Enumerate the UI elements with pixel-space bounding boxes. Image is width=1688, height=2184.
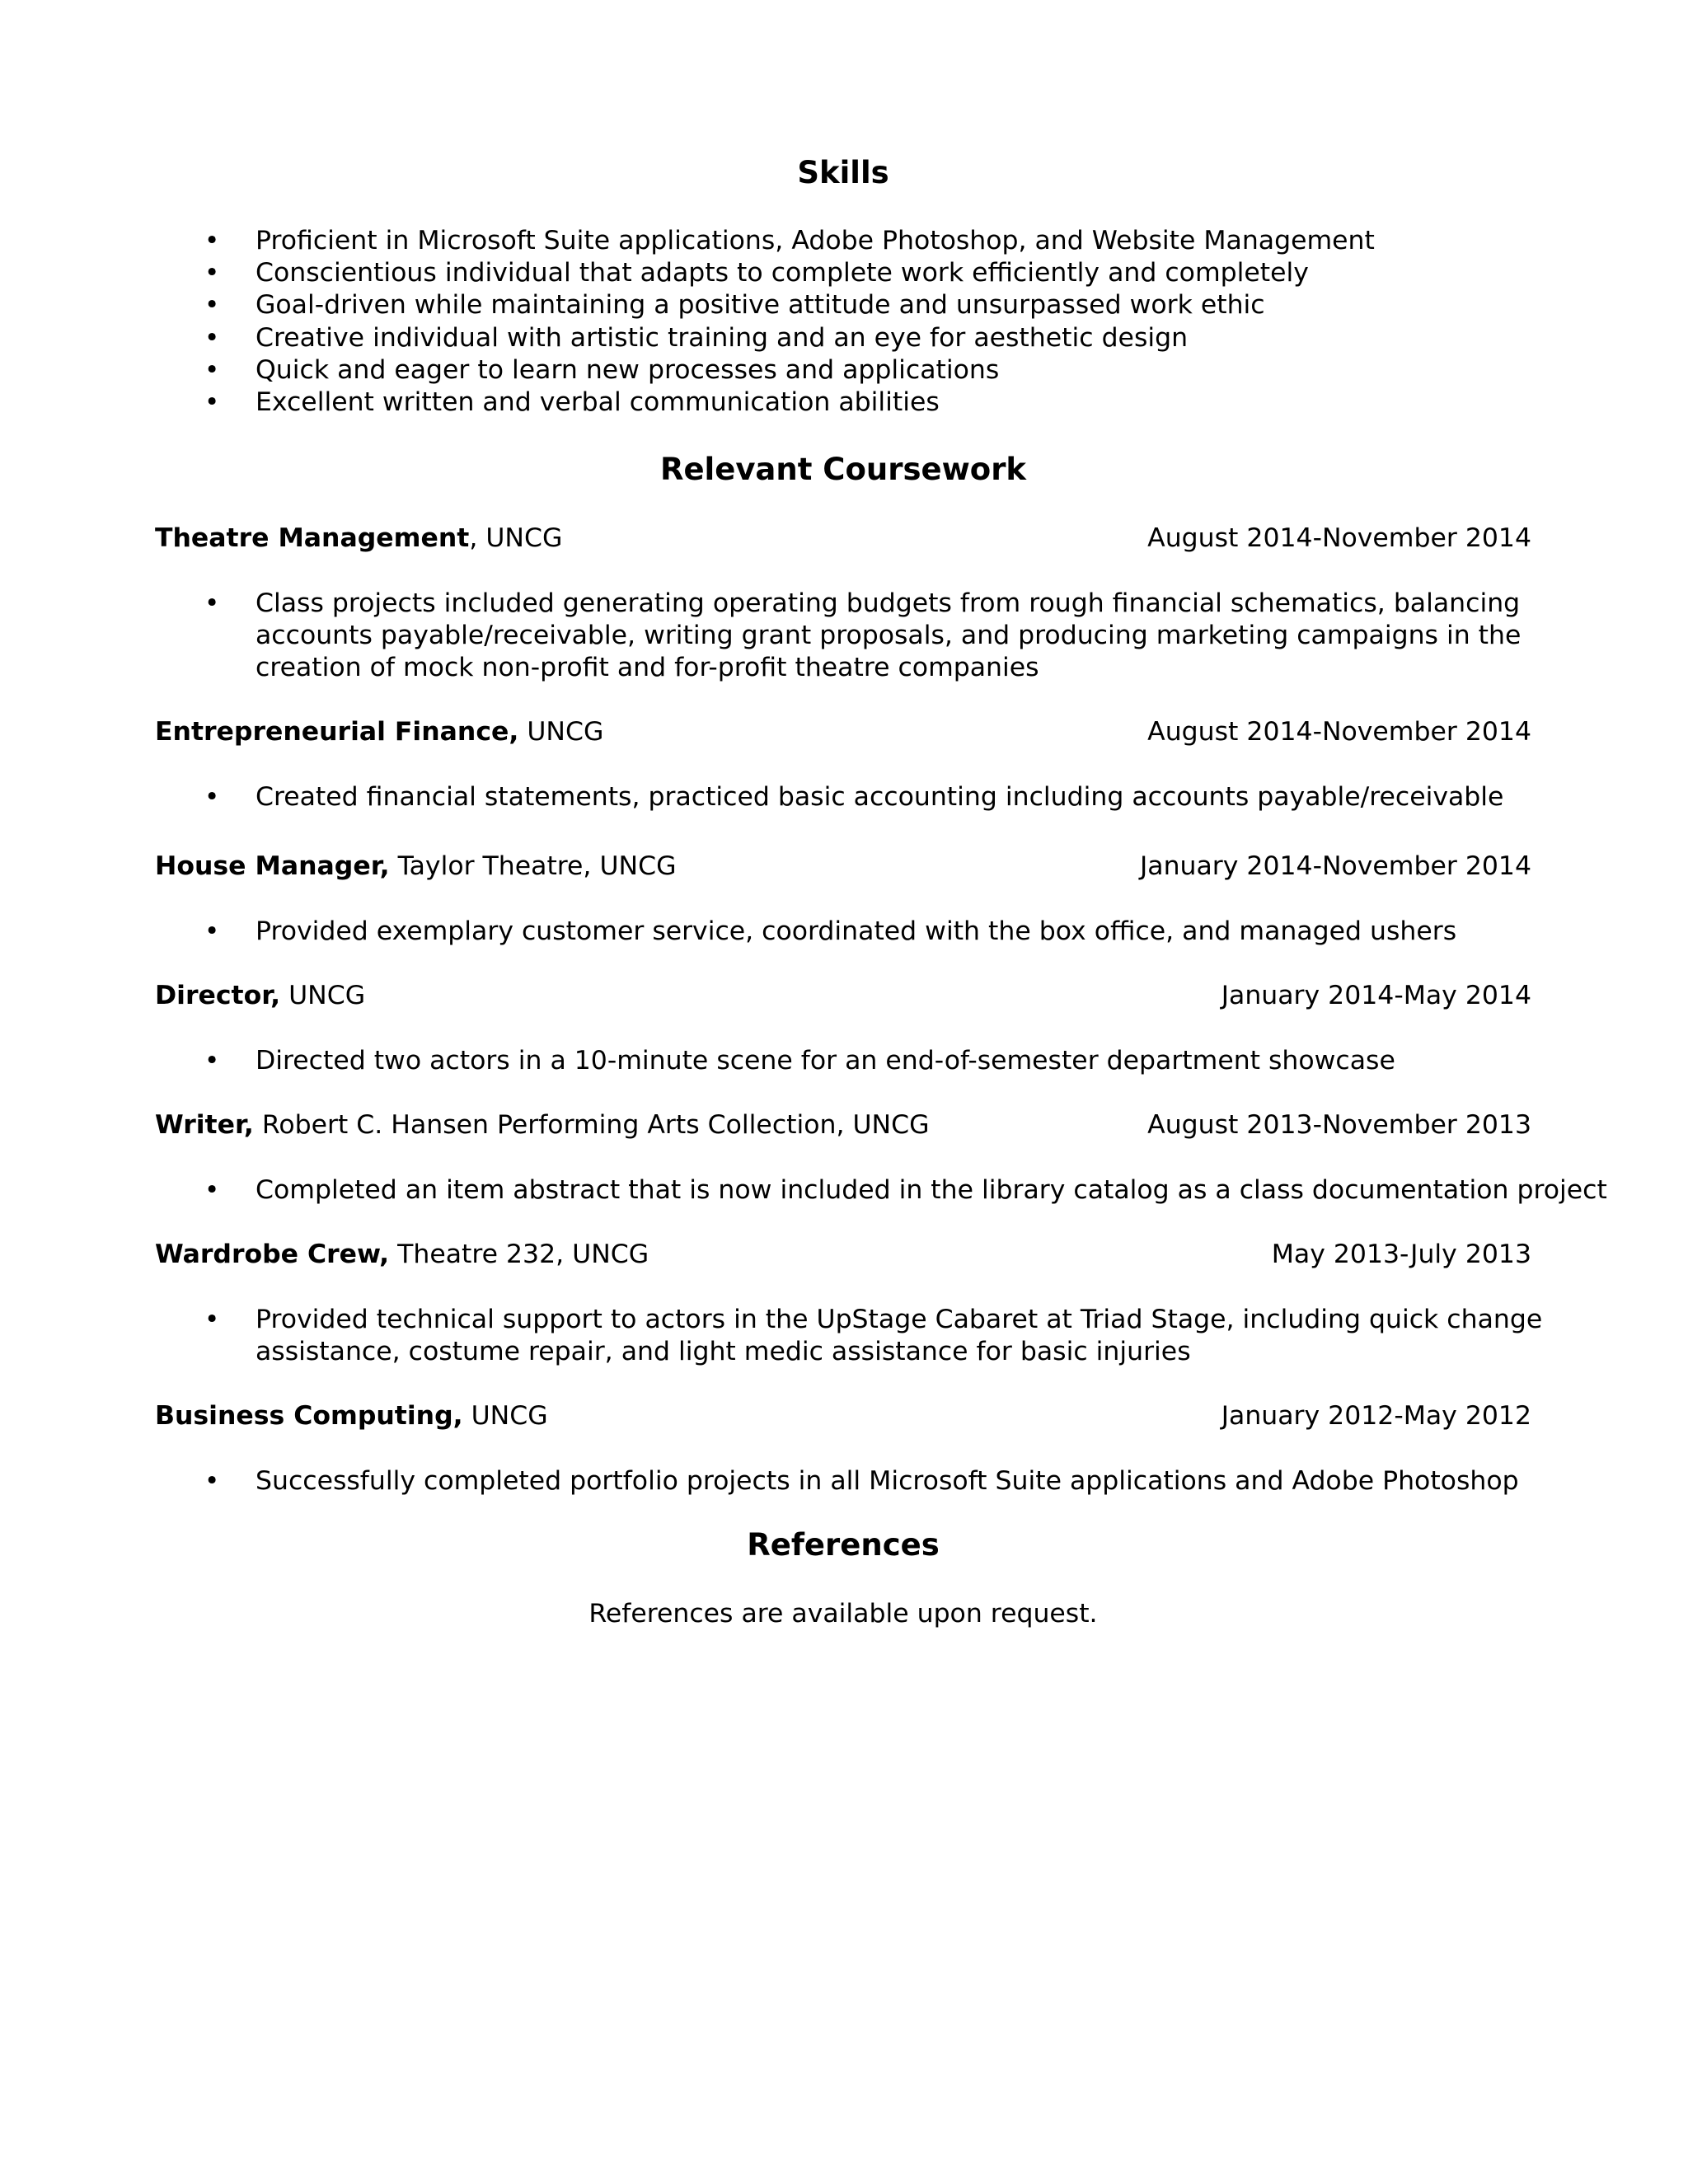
entry-detail: UNCG	[518, 717, 604, 747]
coursework-entry-header	[155, 715, 1531, 748]
bullet-icon: •	[204, 322, 220, 353]
list-item: • Directed two actors in a 10-minute scene for an end-of-semester department showcase	[155, 1045, 1531, 1077]
bullet-icon: •	[204, 588, 220, 618]
bullet-icon: •	[204, 1305, 220, 1334]
list-item: • Goal-driven while maintaining a positive attitude and unsurpassed work ethic	[155, 289, 1531, 321]
coursework-entry-bullets	[155, 781, 1531, 813]
coursework-entry-bullets	[155, 1045, 1531, 1077]
coursework-entry-bullets	[155, 1304, 1543, 1368]
entry-date: August 2013-November 2013	[1147, 1110, 1531, 1140]
references-heading: References	[747, 1527, 940, 1563]
entry-title: House Manager,	[155, 851, 390, 881]
bullet-icon: •	[204, 782, 220, 812]
bullet-icon: •	[204, 258, 220, 288]
entry-detail: Robert C. Hansen Performing Arts Collection, UNCG	[253, 1110, 930, 1140]
entry-date: August 2014-November 2014	[1147, 717, 1531, 747]
bullet-icon: •	[204, 1466, 220, 1496]
entry-date: January 2012-May 2012	[1221, 1401, 1531, 1431]
coursework-entry-bullets	[155, 1465, 1531, 1497]
bullet-icon: •	[204, 226, 220, 255]
list-item: • Excellent written and verbal communication abilities	[155, 387, 1531, 419]
entry-date: August 2014-November 2014	[1147, 523, 1531, 553]
list-item: • Completed an item abstract that is now included in the library catalog as a class documentation project	[155, 1174, 1531, 1207]
list-item: • Created financial statements, practiced basic accounting including accounts payable/receivable	[155, 781, 1531, 813]
list-item: • Successfully completed portfolio projects in all Microsoft Suite applications and Adobe Photoshop	[155, 1465, 1531, 1497]
list-item: • Quick and eager to learn new processes and applications	[155, 354, 1531, 387]
entry-date: January 2014-November 2014	[1139, 851, 1531, 881]
coursework-entry-header	[155, 979, 1531, 1012]
bullet-icon: •	[204, 1046, 220, 1076]
entry-title: Theatre Management	[155, 523, 470, 553]
entry-detail: , UNCG	[469, 523, 563, 553]
entry-title: Writer,	[155, 1110, 254, 1140]
coursework-entry-bullets	[155, 916, 1531, 948]
entry-detail: Taylor Theatre, UNCG	[389, 851, 677, 881]
coursework-entry-bullets	[155, 1174, 1607, 1207]
coursework-entry-bullets	[155, 588, 1531, 685]
list-item: • Conscientious individual that adapts to complete work efficiently and completely	[155, 257, 1531, 289]
list-item: • Provided technical support to actors in the UpStage Cabaret at Triad Stage, including quick change assistance, costume repair, and light medic assistance for basic injuries	[204, 1305, 1543, 1367]
entry-title: Wardrobe Crew,	[155, 1240, 390, 1269]
coursework-entry-header	[155, 850, 1531, 883]
coursework-heading: Relevant Coursework	[659, 452, 1027, 487]
entry-title: Entrepreneurial Finance,	[155, 717, 519, 747]
bullet-icon: •	[204, 387, 220, 418]
list-item: • Creative individual with artistic training and an eye for aesthetic design	[155, 322, 1531, 354]
entry-title: Director,	[155, 981, 281, 1010]
entry-detail: UNCG	[462, 1401, 548, 1431]
entry-detail: UNCG	[280, 981, 366, 1010]
bullet-icon: •	[204, 916, 220, 946]
list-item: • Class projects included generating operating budgets from rough financial schematics, balancing accounts payable/receivable, writing grant proposals, and producing marketing campaigns in the creation of mock non-profit and for-profit theatre companies	[204, 588, 1522, 683]
list-item: • Proficient in Microsoft Suite applications, Adobe Photoshop, and Website Management	[155, 225, 1531, 257]
bullet-icon: •	[204, 290, 220, 321]
coursework-entry-header	[155, 1238, 1531, 1271]
entry-date: May 2013-July 2013	[1271, 1240, 1531, 1269]
entry-detail: Theatre 232, UNCG	[389, 1240, 649, 1269]
skills-list	[155, 225, 1531, 419]
resume-page	[155, 0, 1607, 2184]
bullet-icon: •	[204, 354, 220, 385]
coursework-entry-header	[155, 1108, 1531, 1141]
references-text: References are available upon request.	[588, 1599, 1098, 1629]
bullet-icon: •	[204, 1175, 220, 1205]
entry-title: Business Computing,	[155, 1401, 463, 1431]
entry-date: January 2014-May 2014	[1221, 981, 1531, 1010]
coursework-entry-header	[155, 522, 1531, 555]
skills-heading: Skills	[797, 155, 889, 190]
list-item: • Provided exemplary customer service, coordinated with the box office, and managed ushers	[155, 916, 1531, 948]
coursework-entry-header	[155, 1399, 1531, 1432]
